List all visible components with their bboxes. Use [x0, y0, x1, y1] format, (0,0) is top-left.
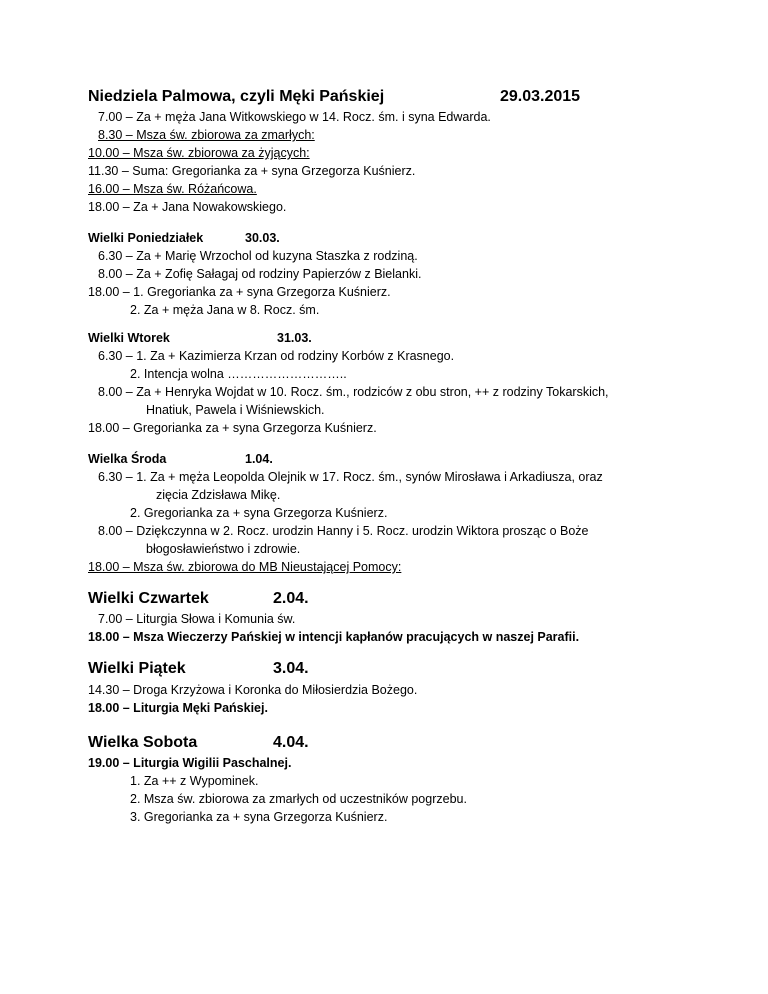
- section-date: 1.04.: [245, 452, 273, 466]
- mass-line: 2. Za + męża Jana w 8. Rocz. śm.: [130, 303, 320, 317]
- section-date: 2.04.: [273, 590, 309, 607]
- section-date: 3.04.: [273, 660, 309, 677]
- mass-line: 8.00 – Za + Zofię Sałagaj od rodziny Papierzów z Bielanki.: [98, 267, 422, 281]
- mass-line: zięcia Zdzisława Mikę.: [156, 488, 281, 502]
- section-date: 31.03.: [277, 331, 312, 345]
- mass-line: 18.00 – Liturgia Męki Pańskiej.: [88, 701, 268, 715]
- mass-line: 6.30 – 1. Za + Kazimierza Krzan od rodziny Korbów z Krasnego.: [98, 349, 455, 363]
- section-title: Wielka Środa: [88, 452, 167, 466]
- mass-line: 2. Gregorianka za + syna Grzegorza Kuśnierz.: [130, 506, 388, 520]
- mass-line: 7.00 – Liturgia Słowa i Komunia św.: [98, 612, 296, 626]
- mass-line: Hnatiuk, Pawela i Wiśniewskich.: [146, 403, 325, 417]
- mass-line: 18.00 – Msza św. zbiorowa do MB Nieustającej Pomocy:: [88, 560, 402, 574]
- section-title: Wielki Piątek: [88, 660, 186, 677]
- mass-line: 2. Msza św. zbiorowa za zmarłych od uczestników pogrzebu.: [130, 792, 467, 806]
- mass-line: 7.00 – Za + męża Jana Witkowskiego w 14. Rocz. śm. i syna Edwarda.: [98, 110, 491, 124]
- mass-line: 10.00 – Msza św. zbiorowa za żyjących:: [88, 146, 310, 160]
- section-title: Wielki Poniedziałek: [88, 231, 204, 245]
- mass-line: 18.00 – Msza Wieczerzy Pańskiej w intencji kapłanów pracujących w naszej Parafii.: [88, 630, 580, 644]
- mass-line: błogosławieństwo i zdrowie.: [146, 542, 301, 556]
- section-date: 4.04.: [273, 734, 309, 751]
- section-title: Wielka Sobota: [88, 734, 198, 751]
- mass-line: 8.00 – Dziękczynna w 2. Rocz. urodzin Hanny i 5. Rocz. urodzin Wiktora prosząc o Boże: [98, 524, 589, 538]
- mass-line: 19.00 – Liturgia Wigilii Paschalnej.: [88, 756, 292, 770]
- section-date: 30.03.: [245, 231, 280, 245]
- mass-line: 3. Gregorianka za + syna Grzegorza Kuśnierz.: [130, 810, 388, 824]
- mass-line: 2. Intencja wolna ………………………..: [130, 367, 347, 381]
- mass-line: 18.00 – Gregorianka za + syna Grzegorza Kuśnierz.: [88, 421, 377, 435]
- mass-line: 14.30 – Droga Krzyżowa i Koronka do Miłosierdzia Bożego.: [88, 683, 418, 697]
- section-title: Wielki Czwartek: [88, 590, 209, 607]
- section-date: 29.03.2015: [500, 88, 581, 105]
- mass-line: 16.00 – Msza św. Różańcowa.: [88, 182, 257, 196]
- section-title: Wielki Wtorek: [88, 331, 170, 345]
- mass-line: 8.00 – Za + Henryka Wojdat w 10. Rocz. śm., rodziców z obu stron, ++ z rodziny Tokarskich,: [98, 385, 609, 399]
- mass-line: 18.00 – 1. Gregorianka za + syna Grzegorza Kuśnierz.: [88, 285, 391, 299]
- section-title: Niedziela Palmowa, czyli Męki Pańskiej: [88, 88, 385, 105]
- mass-line: 1. Za ++ z Wypominek.: [130, 774, 259, 788]
- mass-line: 6.30 – Za + Marię Wrzochol od kuzyna Staszka z rodziną.: [98, 249, 418, 263]
- mass-line: 18.00 – Za + Jana Nowakowskiego.: [88, 200, 287, 214]
- mass-line: 6.30 – 1. Za + męża Leopolda Olejnik w 17. Rocz. śm., synów Mirosława i Arkadiusza, oraz: [98, 470, 603, 484]
- mass-line: 8.30 – Msza św. zbiorowa za zmarłych:: [98, 128, 315, 142]
- mass-line: 11.30 – Suma: Gregorianka za + syna Grzegorza Kuśnierz.: [88, 164, 416, 178]
